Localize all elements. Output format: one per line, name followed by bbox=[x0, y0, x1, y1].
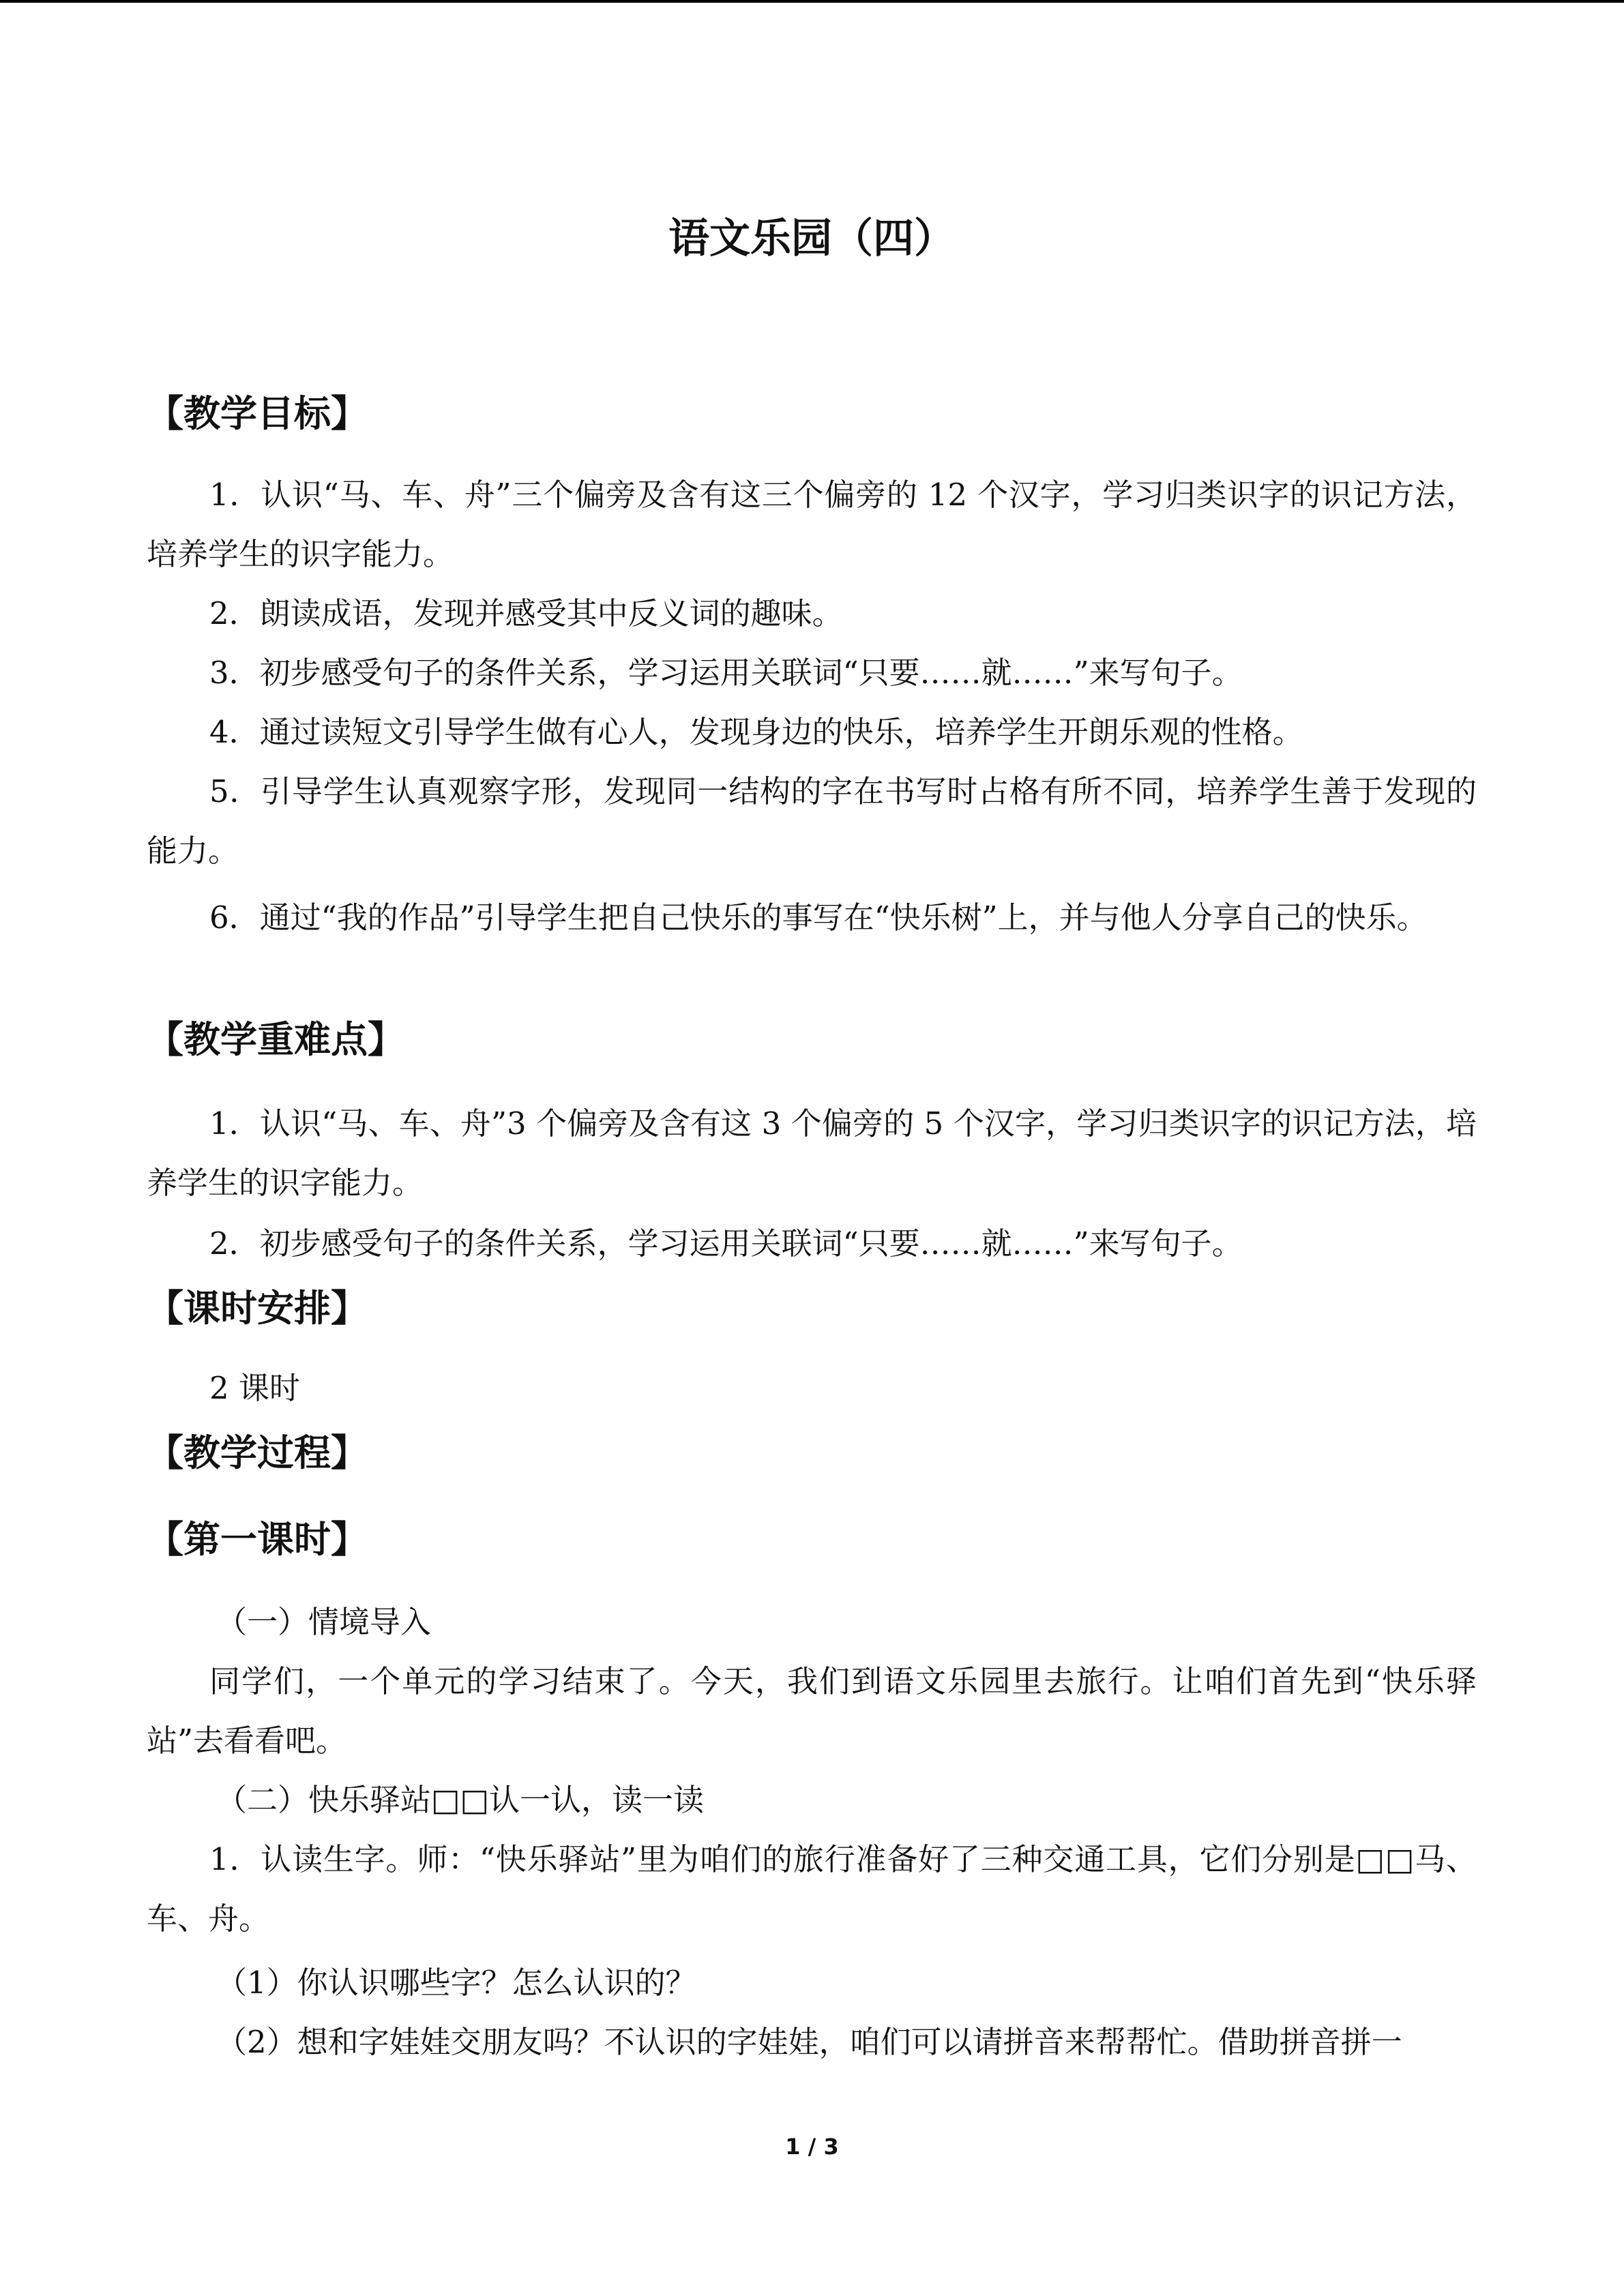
heading-schedule: 【课时安排】 bbox=[147, 1287, 368, 1330]
heading-teaching-process: 【教学过程】 bbox=[147, 1431, 368, 1474]
lesson-one-question-2: （2）想和字娃娃交朋友吗？不认识的字娃娃，咱们可以请拼音来帮帮忙。借助拼音拼一 bbox=[216, 2024, 1402, 2060]
lesson-one-intro-text: 同学们，一个单元的学习结束了。今天，我们到语文乐园里去旅行。让咱们首先到“快乐驿站”去看看吧。 bbox=[147, 1663, 1477, 1759]
top-border-rule bbox=[0, 0, 1624, 3]
goal-item-5: 5．引导学生认真观察字形，发现同一结构的字在书写时占格有所不同，培养学生善于发现的能力。 bbox=[147, 773, 1477, 869]
key-point-item-1: 1．认识“马、车、舟”3 个偏旁及含有这 3 个偏旁的 5 个汉字，学习归类识字的识记方法，培养学生的识字能力。 bbox=[147, 1105, 1477, 1201]
lesson-one-station-heading: （二）快乐驿站□□认一认，读一读 bbox=[216, 1782, 705, 1818]
page-number: 1 / 3 bbox=[785, 2134, 839, 2160]
key-point-item-2: 2．初步感受句子的条件关系，学习运用关联词“只要……就……”来写句子。 bbox=[209, 1225, 1243, 1262]
lesson-one-step-1: 1．认读生字。师：“快乐驿站”里为咱们的旅行准备好了三种交通工具，它们分别是□□马、车、舟。 bbox=[147, 1841, 1477, 1937]
lesson-one-question-1: （1）你认识哪些字？怎么认识的？ bbox=[216, 1965, 696, 2001]
goal-item-1: 1．认识“马、车、舟”三个偏旁及含有这三个偏旁的 12 个汉字，学习归类识字的识记方法，培养学生的识字能力。 bbox=[147, 477, 1477, 572]
goal-item-4: 4．通过读短文引导学生做有心人，发现身边的快乐，培养学生开朗乐观的性格。 bbox=[209, 714, 1303, 750]
heading-teaching-goals: 【教学目标】 bbox=[147, 392, 368, 435]
document-title: 语文乐园（四） bbox=[668, 215, 955, 263]
goal-item-2: 2．朗读成语，发现并感受其中反义词的趣味。 bbox=[209, 595, 843, 631]
heading-key-points: 【教学重难点】 bbox=[147, 1018, 404, 1061]
goal-item-6: 6．通过“我的作品”引导学生把自己快乐的事写在“快乐树”上，并与他人分享自己的快乐。 bbox=[209, 899, 1428, 936]
heading-lesson-one: 【第一课时】 bbox=[147, 1518, 368, 1561]
lesson-one-intro-heading: （一）情境导入 bbox=[216, 1604, 432, 1640]
goal-item-3: 3．初步感受句子的条件关系，学习运用关联词“只要……就……”来写句子。 bbox=[209, 655, 1243, 691]
schedule-text: 2 课时 bbox=[209, 1370, 300, 1406]
